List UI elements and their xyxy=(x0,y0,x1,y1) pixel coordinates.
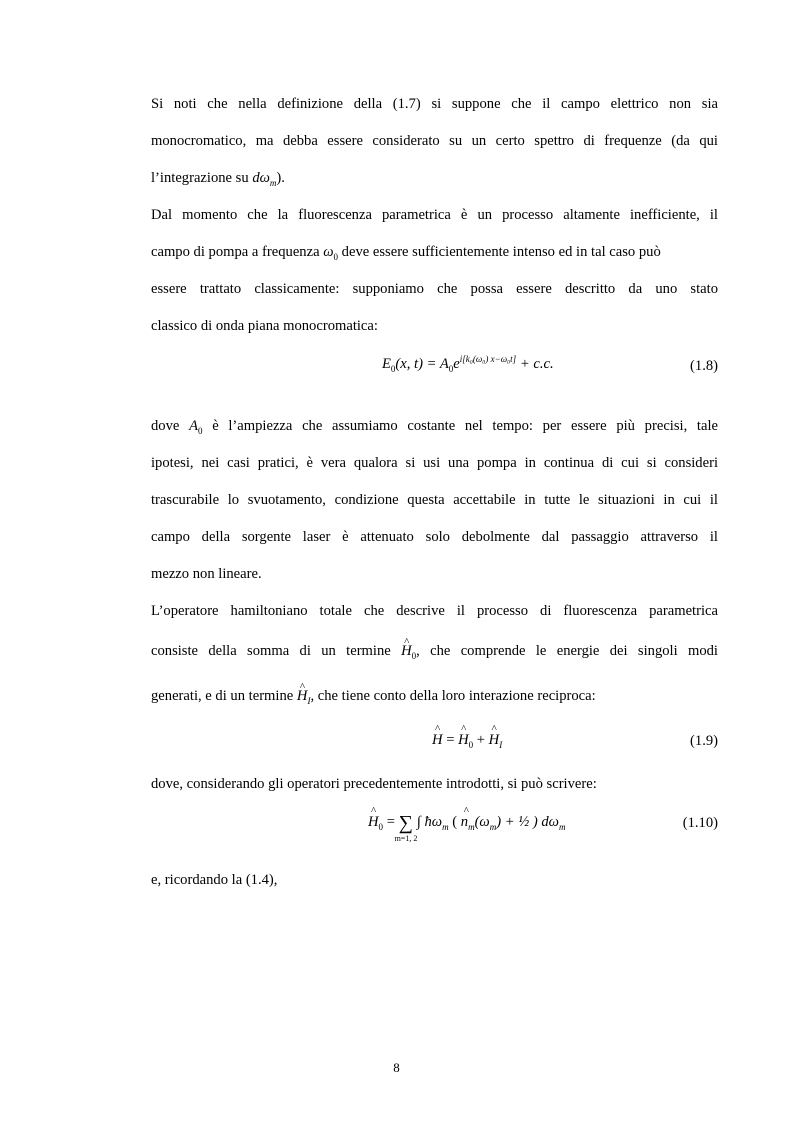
math-n-hat: ^ n xyxy=(461,814,468,831)
math-paren: ( xyxy=(448,814,461,830)
math-H-hat: ^ H xyxy=(401,642,412,660)
text-span: consiste della somma di un termine xyxy=(151,643,402,659)
math-omega: ω xyxy=(323,244,334,260)
paragraph-1-line-1: Si noti che nella definizione della (1.7) si suppone che il campo elettrico non sia xyxy=(151,96,718,112)
paragraph-4-line-3 xyxy=(151,687,718,705)
paragraph-5-line-1: dove, considerando gli operatori precedentemente introdotti, si può scrivere: xyxy=(151,776,597,792)
paragraph-3-line-1 xyxy=(151,417,718,435)
math-equals: = xyxy=(383,814,399,830)
math-integrand: ∫ ħω xyxy=(416,814,443,830)
math-subscript: m xyxy=(269,177,277,188)
equation-number-1-9: (1.9) xyxy=(690,733,718,749)
math-subscript: 0 xyxy=(378,821,384,832)
math-args: (x, t) = A xyxy=(395,356,449,372)
math-equals: = xyxy=(442,732,459,748)
math-subscript: 0 xyxy=(198,425,203,436)
equation-number-1-8: (1.8) xyxy=(690,358,718,374)
math-d-omega: dω xyxy=(252,170,270,186)
paragraph-3-line-2: ipotesi, nei casi pratici, è vera qualora si usi una pompa in continua di cui si consideri xyxy=(151,455,718,471)
paragraph-2-line-2 xyxy=(151,243,718,261)
math-H-hat: ^ H xyxy=(458,732,469,749)
math-subscript: 0 xyxy=(468,739,474,750)
math-n-arg: (ω xyxy=(474,814,490,830)
page-number: 8 xyxy=(393,1060,400,1075)
math-subscript: 0 xyxy=(411,650,417,661)
paragraph-2-line-3: essere trattato classicamente: supponiamo che possa essere descritto da uno stato xyxy=(151,281,718,297)
paragraph-1-line-3 xyxy=(151,169,718,187)
text-span: generati, e di un termine xyxy=(151,688,297,704)
math-subscript: 0 xyxy=(333,251,339,262)
text-span: campo di pompa a frequenza xyxy=(151,244,324,260)
math-exponent: i[k₀(ω₀) x−ω₀t] xyxy=(459,354,517,365)
text-span: ). xyxy=(276,170,285,186)
math-H-hat: ^ H xyxy=(297,687,308,705)
math-subscript: 0 xyxy=(390,363,396,374)
equation-1-9 xyxy=(432,732,502,749)
math-exp-base: e xyxy=(453,356,460,372)
paragraph-3-line-3: trascurabile lo svuotamento, condizione questa accettabile in tutte le situazioni in cui il xyxy=(151,492,718,508)
paragraph-2-line-4: classico di onda piana monocromatica: xyxy=(151,318,378,334)
text-span: deve essere sufficientemente intenso ed in tal caso può xyxy=(338,244,661,260)
math-H-hat: ^ H xyxy=(489,732,500,749)
equation-1-10 xyxy=(368,812,566,843)
math-subscript: m xyxy=(558,821,566,832)
math-H-hat: ^ H xyxy=(432,732,443,749)
paragraph-4-line-1: L’operatore hamiltoniano totale che descrive il processo di fluorescenza parametrica xyxy=(151,603,718,619)
paragraph-3-line-5: mezzo non lineare. xyxy=(151,566,262,582)
math-A: A xyxy=(189,418,198,434)
paragraph-6-line-1: e, ricordando la (1.4), xyxy=(151,872,278,888)
equation-1-8 xyxy=(382,356,554,373)
paragraph-1-line-2: monocromatico, ma debba essere considerato su un certo spettro di frequenze (da qui xyxy=(151,133,718,149)
text-span: , che tiene conto della loro interazione reciproca: xyxy=(310,688,596,704)
math-sum-subscript: m=1, 2 xyxy=(394,834,418,843)
equation-number-1-10: (1.10) xyxy=(682,815,718,831)
math-subscript: I xyxy=(307,695,311,706)
text-span: l’integrazione su xyxy=(151,170,253,186)
text-span: è l’ampiezza che assumiamo costante nel tempo: per essere più precisi, tale xyxy=(202,418,718,434)
math-n-arg-close: ) + ½ ) dω xyxy=(496,814,559,830)
math-sum: ∑ xyxy=(398,812,413,834)
paragraph-2-line-1: Dal momento che la fluorescenza parametrica è un processo altamente inefficiente, il xyxy=(151,207,718,223)
paragraph-3-line-4: campo della sorgente laser è attenuato solo debolmente dal passaggio attraverso il xyxy=(151,529,718,545)
math-subscript: 0 xyxy=(448,363,454,374)
paragraph-4-line-2 xyxy=(151,642,718,660)
text-span: dove xyxy=(151,418,190,434)
math-tail: + c.c. xyxy=(519,356,554,372)
text-span: , che comprende le energie dei singoli modi xyxy=(416,643,718,659)
math-E: E xyxy=(382,356,391,372)
math-subscript: m xyxy=(468,821,475,832)
math-sum-symbol xyxy=(394,812,418,843)
math-H-hat: ^ H xyxy=(368,814,379,831)
math-plus: + xyxy=(473,732,489,748)
math-subscript: I xyxy=(499,739,503,750)
math-subscript: m xyxy=(442,821,449,832)
math-subscript: m xyxy=(489,821,497,832)
